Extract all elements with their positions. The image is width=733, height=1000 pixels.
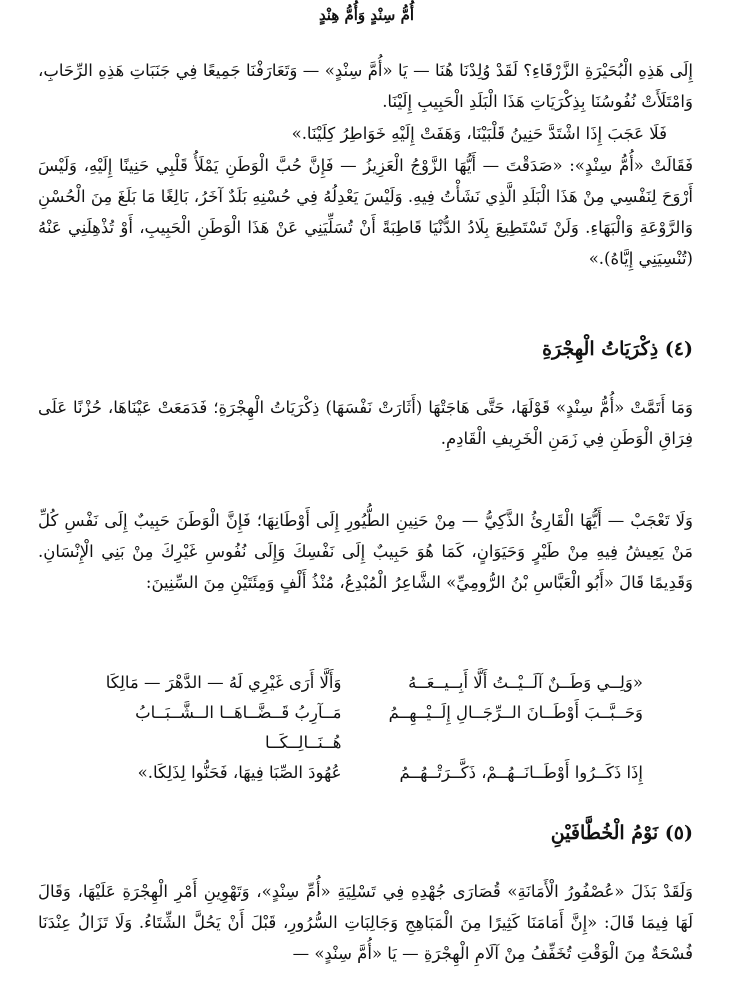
section-heading-migration-memories: (٤) ذِكْرَيَاتُ الْهِجْرَةِ <box>542 338 693 360</box>
paragraph-comforting: وَلَقَدْ بَذَلَ «عُصْفُورُ الْأَمَانَةِ» قُصَارَى جُهْدِهِ فِي تَسْلِيَةِ «أُمِّ سِنْدٍ»، وَتَهْوِينِ أَمْرِ الْهِجْرَةِ عَلَيْهَا، وَقَالَ لَهَا فِيمَا قَالَ: «إِنَّ أَمَامَنَا كَثِيرًا مِنَ الْمَبَاهِجِ وَجَالِبَاتِ السُّرُورِ، قَبْلَ أَنْ يَحُلَّ الشِّتَاءُ. وَلَا تَزَالُ عِنْدَنَا فُسْحَةٌ مِنَ الْوَقْتِ تُخَفِّفُ مِنْ آلَامِ الْهِجْرَةِ — يَا «أُمَّ سِنْدٍ» — <box>38 882 693 963</box>
paragraph-longing: فَلَا عَجَبَ إِذَا اشْتَدَّ حَنِينُ قَلْبَيْنَا، وَهَفَتْ إِلَيْهِ خَوَاطِرُ كِلَيْنَا.» <box>291 124 667 143</box>
paragraph-return-to-lake: إِلَى هَذِهِ الْبُحَيْرَةِ الزَّرْقَاءِ؟ لَقَدْ وُلِدْنَا هُنَا — يَا «أُمَّ سِنْدٍ» — وَتَعَارَفْنَا جَمِيعًا فِي جَنَبَاتِ هَذِهِ الرِّحَابِ، وَامْتَلَأَتْ نُفُوسُنَا بِذِكْرَيَاتِ هَذَا الْبَلَدِ الْحَبِيبِ إِلَيْنَا. <box>38 61 693 111</box>
poem-line-2-second-half: مَــآرِبُ قَــضَّــاهَــا الــشَّــبَــابُ هُــنَــالِــكَــا <box>135 703 342 752</box>
poem-line-3-first-half: إِذَا ذَكَــرُوا أَوْطَــانَــهُــمْ، ذَكَّــرَتْــهُــمُ <box>399 763 643 782</box>
paragraph-love-of-homeland: وَلَا تَعْجَبْ — أَيُّهَا الْقَارِئُ الذَّكِيُّ — مِنْ حَنِينِ الطُّيُورِ إِلَى أَوْطَانِهَا؛ فَإِنَّ الْوَطَنَ حَبِيبٌ إِلَى نَفْسِ كُلِّ مَنْ يَعِيشُ فِيهِ مِنْ طَيْرٍ وَحَيَوَانٍ، كَمَا هُوَ حَبِيبٌ إِلَى نَفْسِكَ وَإِلَى نُفُوسِ غَيْرِكَ مِنْ بَنِي الْإِنْسَانِ. وَقَدِيمًا قَالَ «أَبُو الْعَبَّاسِ بْنُ الرُّومِيِّ» الشَّاعِرُ الْمُبْدِعُ، مُنْذُ أَلْفٍ وَمِئَتَيْنِ مِنَ السِّنِينَ: <box>38 511 693 592</box>
paragraph-tears: وَمَا أَتَمَّتْ «أُمُّ سِنْدٍ» قَوْلَهَا، حَتَّى هَاجَتْهَا (أَثَارَتْ نَفْسَهَا) ذِكْرَيَاتُ الْهِجْرَةِ؛ فَدَمَعَتْ عَيْنَاهَا، حُزْنًا عَلَى فِرَاقِ الْوَطَنِ فِي زَمَنِ الْخَرِيفِ الْقَادِمِ. <box>38 398 693 448</box>
poem-line-3-second-half: عُهُودَ الصِّبَا فِيهَا، فَحَنُّوا لِذَلِكَا.» <box>137 763 342 782</box>
poem-line-2-first-half: وَحَــبَّــبَ أَوْطَــانَ الــرِّجَــالِ إِلَــيْــهِــمُ <box>388 703 643 722</box>
poem-line-1-second-half: وَأَلَّا أَرَى غَيْرِي لَهُ — الدَّهْرَ — مَالِكَا <box>105 673 342 692</box>
section-heading-swallows-sleep: (٥) نَوْمُ الْخُطَّافَيْنِ <box>550 822 693 844</box>
poem-line-1-first-half: «وَلِــي وَطَــنٌ آلَــيْــتُ أَلَّا أَبِــيــعَــهُ <box>408 673 643 692</box>
poem-verses <box>80 668 643 788</box>
paragraph-umm-sind-reply: فَقَالَتْ «أُمُّ سِنْدٍ»: «صَدَقْتَ — أَيُّهَا الزَّوْجُ الْعَزِيزُ — فَإِنَّ حُبَّ الْوَطَنِ يَمْلَأُ قَلْبِي حَنِينًا إِلَيْهِ، وَلَيْسَ أَرْوَحَ لِنَفْسِي مِنْ هَذَا الْبَلَدِ الَّذِي نَشَأْتُ فِيهِ. وَلَيْسَ يَعْدِلُهُ فِي حُسْنِهِ بَلَدٌ آخَرُ، بَالِغًا مَا بَلَغَ مِنَ الْحُسْنِ وَالرَّوْعَةِ وَالْبَهَاءِ. وَلَنْ تَسْتَطِيعَ بِلَادُ الدُّنْيَا قَاطِبَةً أَنْ تُسَلِّيَنِي عَنْ هَذَا الْوَطَنِ الْحَبِيبِ، أَوْ تُذْهِلَنِي عَنْهُ (تُنْسِيَنِي إِيَّاهُ).» <box>38 156 693 268</box>
running-header: أُمُّ سِنْدٍ وَأُمُّ هِنْدٍ <box>318 6 415 24</box>
